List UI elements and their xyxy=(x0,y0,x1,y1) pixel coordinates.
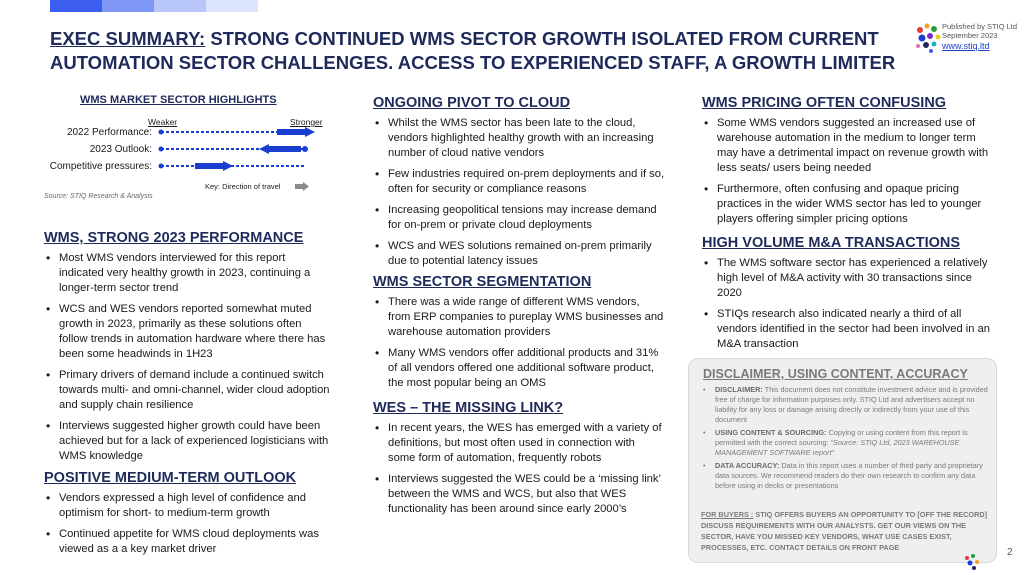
accent-bar-4 xyxy=(206,0,258,12)
chart-key: Key: Direction of travel xyxy=(205,182,281,191)
row-label-2022: 2022 Performance: xyxy=(66,127,152,138)
buyers-text: STIQ OFFERS BUYERS AN OPPORTUNITY TO [OFF THE RECORD] DISCUSS REQUIREMENTS WITH OUR ANALYSTS. GET OUR VIEWS ON THE SECTOR, HAVE YOU MISSED KEY VENDORS, WHAT USE CASES EXIST, PROCESSES, ETC. CONTACT DETAILS ON FRONT PAGE xyxy=(701,510,988,552)
disclaimer-item-label: USING CONTENT & SOURCING: xyxy=(715,428,827,437)
title-lead: EXEC SUMMARY: xyxy=(50,28,206,49)
row-2022-arrow xyxy=(159,127,316,137)
disclaimer-item-source: “Source: STIQ Ltd, 2023 WAREHOUSE MANAGEMENT SOFTWARE report” xyxy=(715,438,960,457)
heading-segmentation: WMS SECTOR SEGMENTATION xyxy=(373,274,592,290)
list-item: • Whilst the WMS sector has been late to the cloud, vendors highlighted healthy growth with an increasing number of cloud native vendors xyxy=(373,116,665,161)
list-item: • STIQs research also indicated nearly a third of all vendors identified in the sector had been involved in an M&A transaction xyxy=(702,307,994,352)
list-ma xyxy=(702,256,994,358)
row-2023-arrow xyxy=(159,144,309,154)
list-item: • Continued appetite for WMS cloud deployments was viewed as a a key market driver xyxy=(44,527,332,557)
heading-pricing: WMS PRICING OFTEN CONFUSING xyxy=(702,95,947,111)
accent-bar-3 xyxy=(154,0,206,12)
scale-weaker: Weaker xyxy=(148,117,178,127)
key-arrow-icon xyxy=(295,182,309,191)
row-competitive-arrow xyxy=(159,161,306,171)
list-wms-performance xyxy=(44,251,332,470)
page-title xyxy=(50,27,910,75)
publisher-info xyxy=(942,22,1017,52)
page-number: 2 xyxy=(1007,547,1013,558)
scale-stronger: Stronger xyxy=(290,117,323,127)
buyers-label: FOR BUYERS : xyxy=(701,510,754,519)
stiq-logo-small-icon xyxy=(962,552,984,572)
disclaimer-item-text: Copying or using content from this report is permitted with the correct sourcing: xyxy=(715,428,968,447)
list-item: • Most WMS vendors interviewed for this report indicated very healthy growth in 2023, continuing a longer-term sector trend xyxy=(44,251,332,296)
list-pricing xyxy=(702,116,994,233)
disclaimer-item xyxy=(701,461,991,491)
disclaimer-item-label: DATA ACCURACY: xyxy=(715,461,780,470)
row-label-2023: 2023 Outlook: xyxy=(89,144,152,155)
disclaimer-item-text: Data in this report uses a number of third party and proprietary data sources. We recommend readers do their own research to confirm any data before using in decks or presentations xyxy=(715,461,983,490)
disclaimer-item xyxy=(701,385,991,425)
heading-positive-outlook: POSITIVE MEDIUM-TERM OUTLOOK xyxy=(44,470,297,486)
disclaimer-list xyxy=(701,385,991,494)
list-item: • Primary drivers of demand include a continued switch towards multi- and omni-channel, wider cloud adoption and supply chain resilience xyxy=(44,368,332,413)
heading-cloud: ONGOING PIVOT TO CLOUD xyxy=(373,95,571,111)
list-item: • In recent years, the WES has emerged with a variety of definitions, but most often used in connection with some form of automation, frequently robots xyxy=(373,421,665,466)
disclaimer-heading: DISCLAIMER, USING CONTENT, ACCURACY xyxy=(703,367,968,381)
list-item: • Furthermore, often confusing and opaque pricing practices in the wider WMS sector has led to younger players offering simpler pricing options xyxy=(702,182,994,227)
accent-bar-2 xyxy=(102,0,154,12)
top-accent-bars xyxy=(0,0,400,12)
heading-wms-performance: WMS, STRONG 2023 PERFORMANCE xyxy=(44,230,304,246)
list-item: • WCS and WES vendors reported somewhat muted growth in 2023, primarily as these solutions often follow trends in automation hardware where there has been some headwinds in 1H23 xyxy=(44,302,332,362)
published-by: Published by STIQ Ltd xyxy=(942,22,1018,31)
title-rest: STRONG CONTINUED WMS SECTOR GROWTH ISOLATED FROM CURRENT AUTOMATION SECTOR CHALLENGES. ACCESS TO EXPERIENCED STAFF, A GROWTH LIMITER xyxy=(50,28,896,73)
chart-source: Source: STIQ Research & Analysis xyxy=(44,193,153,200)
list-item: • Vendors expressed a high level of confidence and optimism for short- to medium-term growth xyxy=(44,491,332,521)
heading-ma: HIGH VOLUME M&A TRANSACTIONS xyxy=(702,235,961,251)
highlights-title: WMS MARKET SECTOR HIGHLIGHTS xyxy=(80,94,277,106)
publish-date: September 2023 xyxy=(942,31,998,40)
website-link[interactable]: www.stiq.ltd xyxy=(942,41,990,51)
row-label-competitive: Competitive pressures: xyxy=(49,161,152,172)
list-item: • Interviews suggested the WES could be a ‘missing link’ between the WMS and WCS, but also that WES functionality has been around since early 2000’s xyxy=(373,472,665,517)
list-item: • Some WMS vendors suggested an increased use of warehouse automation in the medium to longer term may have a detrimental impact on revenue growth with less seats/ users being needed xyxy=(702,116,994,176)
list-item: • Many WMS vendors offer additional products and 31% of all vendors offered one additional software product, the most popular being an OMS xyxy=(373,346,665,391)
heading-wes: WES – THE MISSING LINK? xyxy=(373,400,564,416)
disclaimer-box xyxy=(688,358,997,563)
disclaimer-item-text: This document does not constitute investment advice and is provided free of charge for information purposes only. STIQ Ltd and advertisers accept no liability for any loss or damage arising directly or indirectly from your use of this document xyxy=(715,385,988,424)
list-item: • Increasing geopolitical tensions may increase demand for on-prem or private cloud deployments xyxy=(373,203,665,233)
list-cloud xyxy=(373,116,665,275)
list-segmentation xyxy=(373,295,665,397)
disclaimer-item xyxy=(701,428,991,458)
accent-bar-1 xyxy=(50,0,102,12)
list-item: • Interviews suggested higher growth could have been achieved but for a lack of experienced logisticians with WMS knowledge xyxy=(44,419,332,464)
disclaimer-item-label: DISCLAIMER: xyxy=(715,385,763,394)
list-item: • WCS and WES solutions remained on-prem primarily due to potential latency issues xyxy=(373,239,665,269)
list-item: • Few industries required on-prem deployments and if so, often for security or compliance reasons xyxy=(373,167,665,197)
list-item: • The WMS software sector has experienced a relatively high level of M&A activity with 30 transactions since 2020 xyxy=(702,256,994,301)
list-positive-outlook xyxy=(44,491,332,563)
list-wes xyxy=(373,421,665,523)
buyers-note xyxy=(701,509,991,553)
list-item: • There was a wide range of different WMS vendors, from ERP companies to pureplay WMS businesses and warehouse automation providers xyxy=(373,295,665,340)
